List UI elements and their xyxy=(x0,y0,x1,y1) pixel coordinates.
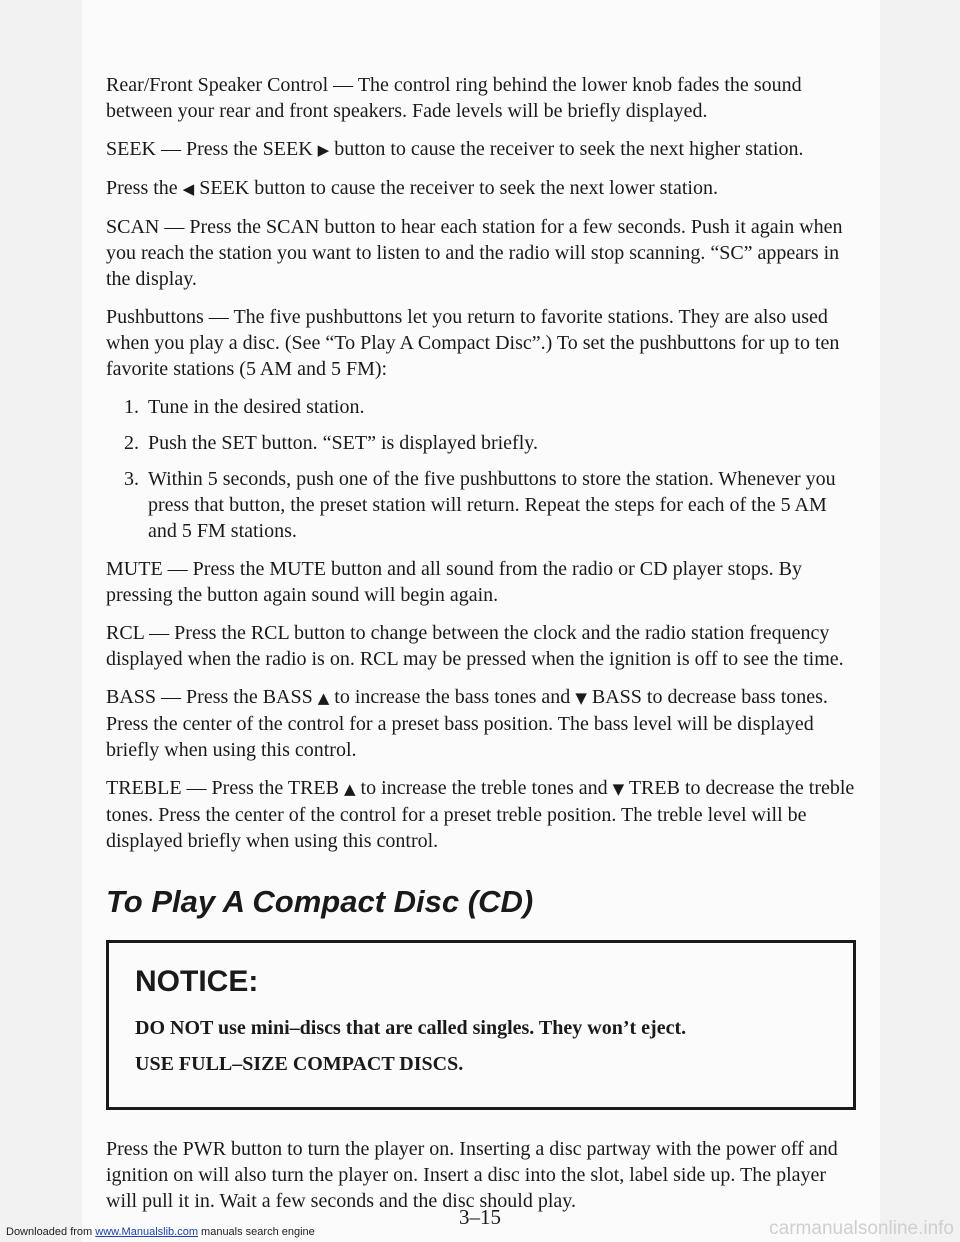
seek-up-text-pre: SEEK — Press the SEEK xyxy=(106,138,313,160)
list-item xyxy=(106,430,856,456)
seek-up-text-post: button to cause the receiver to seek the next higher station. xyxy=(334,138,804,160)
bass-text-2: to increase the bass tones and xyxy=(334,686,571,708)
treble-paragraph xyxy=(106,775,856,854)
step-text: Push the SET button. “SET” is displayed briefly. xyxy=(148,432,538,454)
footer-prefix: Downloaded from xyxy=(6,1226,96,1238)
bass-up-arrow-icon: ▲ xyxy=(317,689,330,707)
notice-box xyxy=(106,940,856,1110)
scan-paragraph: SCAN — Press the SCAN button to hear each station for a few seconds. Push it again when you reach the station you want to listen to and the radio will stop scanning. “SC” appears in the display. xyxy=(106,216,843,290)
bass-text-1: BASS — Press the BASS xyxy=(106,686,313,708)
step-number: 2. xyxy=(124,432,139,454)
step-text: Tune in the desired station. xyxy=(148,396,365,418)
pushbuttons-paragraph: Pushbuttons — The five pushbuttons let you return to favorite stations. They are also used when you play a disc. (See “To Play A Compact Disc”.) To set the pushbuttons for up to ten favorite stations (5 AM and 5 FM): xyxy=(106,306,840,380)
step-number: 3. xyxy=(124,468,139,490)
mute-paragraph: MUTE — Press the MUTE button and all sound from the radio or CD player stops. By pressing the button again sound will begin again. xyxy=(106,558,803,606)
step-number: 1. xyxy=(124,396,139,418)
seek-up-paragraph xyxy=(106,136,856,163)
watermark: carmanualsonline.info xyxy=(769,1218,954,1239)
treble-text-2: to increase the treble tones and xyxy=(360,777,608,799)
manualslib-link[interactable]: www.Manualslib.com xyxy=(95,1226,198,1238)
seek-down-paragraph xyxy=(106,175,856,202)
treble-text-1: TREBLE — Press the TREB xyxy=(106,777,339,799)
notice-text xyxy=(135,1015,827,1077)
list-item xyxy=(106,466,856,544)
footer-suffix: manuals search engine xyxy=(197,1226,315,1238)
bass-down-arrow-icon: ▼ xyxy=(575,689,587,707)
seek-down-text-post: SEEK button to cause the receiver to seek the next lower station. xyxy=(199,177,718,199)
seek-right-arrow-icon: ▶ xyxy=(317,141,330,159)
page-content xyxy=(106,72,856,1226)
list-item xyxy=(106,394,856,420)
download-footer xyxy=(6,1226,315,1238)
treble-down-arrow-icon: ▼ xyxy=(612,780,625,798)
section-heading: To Play A Compact Disc (CD) xyxy=(106,884,534,919)
step-text: Within 5 seconds, push one of the five pushbuttons to store the station. Whenever you press that button, the preset station will return. Repeat the steps for each of the 5 AM and 5 FM stations. xyxy=(148,468,836,542)
rear-front-paragraph: Rear/Front Speaker Control — The control ring behind the lower knob fades the sound between your rear and front speakers. Fade levels will be briefly displayed. xyxy=(106,74,802,122)
treble-up-arrow-icon: ▲ xyxy=(343,780,356,798)
notice-title: NOTICE: xyxy=(135,965,259,998)
steps-list xyxy=(106,394,856,544)
seek-down-text-pre: Press the xyxy=(106,177,178,199)
bass-text-3: BASS to decrease bass tones. Press the center of the control for a preset bass position. The bass level will be displayed briefly when using this control. xyxy=(106,686,828,761)
treble-text-3: TREB to decrease the treble tones. Press the center of the control for a preset treble position. The treble level will be displayed briefly when using this control. xyxy=(106,777,855,852)
seek-left-arrow-icon: ◀ xyxy=(182,180,195,198)
notice-line-1: DO NOT use mini–discs that are called singles. They won’t eject. xyxy=(135,1017,687,1039)
notice-line-2: USE FULL–SIZE COMPACT DISCS. xyxy=(135,1053,464,1075)
rcl-paragraph: RCL — Press the RCL button to change between the clock and the radio station frequency displayed when the radio is on. RCL may be pressed when the ignition is off to see the time. xyxy=(106,622,844,670)
bass-paragraph xyxy=(106,684,856,763)
pwr-paragraph: Press the PWR button to turn the player on. Inserting a disc partway with the power off and ignition on will also turn the player on. Insert a disc into the slot, label side up. The player will pull it in. Wait a few seconds and the disc should play. xyxy=(106,1138,838,1212)
page-number: 3–15 xyxy=(459,1205,501,1229)
